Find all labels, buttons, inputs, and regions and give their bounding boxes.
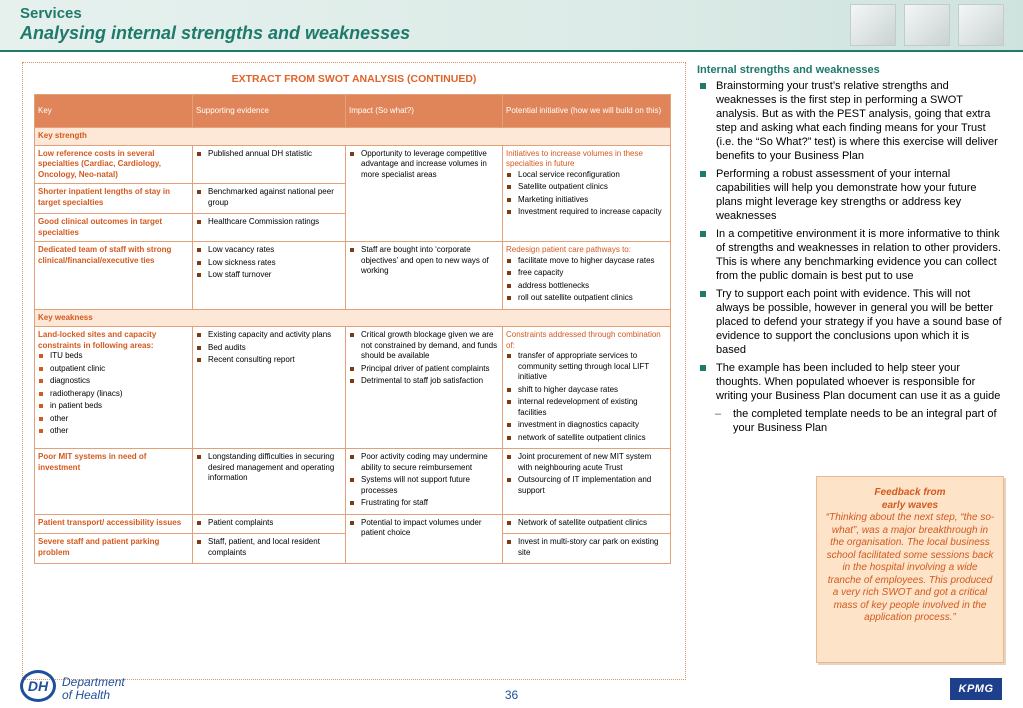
strength-impact [346, 145, 503, 242]
list-item: Longstanding difficulties in securing desired management and operating information [196, 452, 342, 484]
feedback-callout [816, 476, 1004, 663]
guidance-bullet: Performing a robust assessment of your internal capabilities will help you demonstrate how your future plans might leverage key strengths or address key weaknesses [697, 167, 1002, 223]
list-item: Healthcare Commission ratings [196, 217, 342, 228]
weakness-evidence [193, 514, 346, 534]
guidance-sub-bullet [697, 407, 1002, 435]
list-item: investment in diagnostics capacity [506, 420, 667, 431]
list-item: Satellite outpatient clinics [506, 182, 667, 193]
weakness-impact [346, 514, 503, 564]
list-item: Patient complaints [196, 518, 342, 529]
table-header-row [35, 95, 671, 128]
header-photo-1 [850, 4, 896, 46]
list-item: diagnostics [38, 376, 189, 387]
list-item: Published annual DH statistic [196, 149, 342, 160]
strength-initiative [503, 145, 671, 242]
strength-key: Low reference costs in several specialties (Cardiac, Cardiology, Oncology, Neo-natal) [35, 145, 193, 184]
dash-marker: – [715, 408, 722, 420]
list-item: Invest in multi-story car park on existing site [506, 537, 667, 558]
list-item: Poor activity coding may undermine ability to secure reimbursement [349, 452, 499, 473]
weakness-evidence [193, 534, 346, 564]
list-item: Low vacancy rates [196, 245, 342, 256]
list-item: address bottlenecks [506, 281, 667, 292]
list-item: ITU beds [38, 351, 189, 362]
list-item: in patient beds [38, 401, 189, 412]
kpmg-logo: KPMG [950, 678, 1002, 700]
list-item: Principal driver of patient complaints [349, 364, 499, 375]
strength-evidence [193, 214, 346, 242]
list-item: Joint procurement of new MIT system with neighbouring acute Trust [506, 452, 667, 473]
header-band [0, 0, 1023, 50]
section-label-strength: Key strength [35, 128, 671, 146]
swot-table [34, 94, 671, 564]
guidance-bullet [697, 361, 1002, 403]
list-item: free capacity [506, 268, 667, 279]
strength-key: Good clinical outcomes in target specialties [35, 214, 193, 242]
list-item: Network of satellite outpatient clinics [506, 518, 667, 529]
table-row [35, 449, 671, 515]
section-row-strength [35, 128, 671, 146]
list-item: transfer of appropriate services to community setting through local LIFT initiative [506, 351, 667, 383]
dh-wordmark-line1: Department [62, 675, 125, 689]
guidance-sub-bullet-text: the completed template needs to be an integral part of your Business Plan [733, 408, 997, 434]
strength-key: Dedicated team of staff with strong clinical/financial/executive ties [35, 242, 193, 310]
initiative-heading: Redesign patient care pathways to: [506, 245, 631, 254]
feedback-quote: “Thinking about the next step, “the so-what”, was a major breakthrough in the organisation. The local business school facilitated some sessions back in the hospital involving a wide tranche of employees. This produced a very rich SWOT and got a critical mass of key people involved in the application process.” [825, 512, 995, 623]
list-item: Local service reconfiguration [506, 170, 667, 181]
list-item: internal redevelopment of existing facilities [506, 397, 667, 418]
list-item: Marketing initiatives [506, 195, 667, 206]
list-item: Low sickness rates [196, 258, 342, 269]
guidance-bullet: Brainstorming your trust’s relative strengths and weaknesses is the first step in performing a SWOT analysis. But as with the PEST analysis, going that extra step and asking what each finding means for your Trust (i.e. the “So What?” test) is where this exercise will deliver benefits to your Business Plan [697, 79, 1002, 163]
guidance-bullet: Try to support each point with evidence. This will not always be possible, however in general you will be better placed to defend your strategy if you have a sound base of evidence to support the conclusions upon which it is based [697, 287, 1002, 357]
section-label: Services [20, 5, 82, 22]
weakness-impact [346, 449, 503, 515]
strength-evidence [193, 145, 346, 184]
weakness-evidence [193, 327, 346, 449]
list-item: Staff are bought into ‘corporate objectives’ and open to new ways of working [349, 245, 499, 277]
list-item: Detrimental to staff job satisfaction [349, 376, 499, 387]
list-item: Opportunity to leverage competitive advantage and increase volumes in more specialist areas [349, 149, 499, 181]
list-item: Frustrating for staff [349, 498, 499, 509]
dh-wordmark-line2: of Health [62, 688, 111, 702]
section-label-weakness: Key weakness [35, 309, 671, 327]
weakness-initiative [503, 327, 671, 449]
list-item: Recent consulting report [196, 355, 342, 366]
table-row [35, 145, 671, 184]
header-divider [0, 50, 1023, 52]
initiative-heading: Initiatives to increase volumes in these specialties in future [506, 148, 643, 168]
list-item: Benchmarked against national peer group [196, 187, 342, 208]
weakness-initiative [503, 534, 671, 564]
list-item: Systems will not support future processes [349, 475, 499, 496]
weakness-key-title: Land-locked sites and capacity constraints in following areas: [38, 330, 157, 350]
feedback-heading [817, 487, 1003, 512]
strength-impact [346, 242, 503, 310]
feedback-heading-line2: early waves [881, 499, 939, 511]
weakness-key: Poor MIT systems in need of investment [35, 449, 193, 515]
weakness-key: Severe staff and patient parking problem [35, 534, 193, 564]
list-item: Potential to impact volumes under patient choice [349, 518, 499, 539]
list-item: network of satellite outpatient clinics [506, 433, 667, 444]
header-photo-3 [958, 4, 1004, 46]
guidance-bullet-text: The example has been included to help steer your thoughts. When populated whoever is responsible for writing your Business Plan document can use it as a guide [716, 362, 1001, 402]
table-row [35, 514, 671, 534]
section-row-weakness [35, 309, 671, 327]
page-number: 36 [504, 688, 519, 702]
list-item: outpatient clinic [38, 364, 189, 375]
list-item: Investment required to increase capacity [506, 207, 667, 218]
page-title: Analysing internal strengths and weaknesses [20, 23, 411, 43]
list-item: Critical growth blockage given we are not constrained by demand, and funds should be available [349, 330, 499, 362]
guidance-bullet: In a competitive environment it is more informative to think of strengths and weaknesses in relation to other providers. This is where any benchmarking evidence you can collect from the public domain is best put to use [697, 227, 1002, 283]
list-item: radiotherapy (linacs) [38, 389, 189, 400]
table-row [35, 327, 671, 449]
list-item: Bed audits [196, 343, 342, 354]
initiative-heading: Constraints addressed through combination of: [506, 330, 661, 350]
weakness-initiative [503, 449, 671, 515]
column-header-initiative: Potential initiative (how we will build on this) [503, 95, 671, 128]
header-photo-2 [904, 4, 950, 46]
column-header-evidence: Supporting evidence [193, 95, 346, 128]
list-item: Low staff turnover [196, 270, 342, 281]
list-item: Outsourcing of IT implementation and support [506, 475, 667, 496]
strength-initiative [503, 242, 671, 310]
list-item: Existing capacity and activity plans [196, 330, 342, 341]
swot-panel [22, 62, 686, 680]
column-header-impact: Impact (So what?) [346, 95, 503, 128]
list-item: shift to higher daycase rates [506, 385, 667, 396]
dh-mark: DH [20, 670, 56, 702]
weakness-impact [346, 327, 503, 449]
weakness-evidence [193, 449, 346, 515]
weakness-initiative [503, 514, 671, 534]
guidance-heading: Internal strengths and weaknesses [697, 64, 880, 76]
weakness-key [35, 327, 193, 449]
feedback-heading-line1: Feedback from [874, 487, 946, 498]
table-row [35, 242, 671, 310]
list-item: roll out satellite outpatient clinics [506, 293, 667, 304]
strength-evidence [193, 242, 346, 310]
list-item: Staff, patient, and local resident complaints [196, 537, 342, 558]
weakness-key: Patient transport/ accessibility issues [35, 514, 193, 534]
swot-panel-title: EXTRACT FROM SWOT ANALYSIS (CONTINUED) [231, 73, 477, 85]
strength-key: Shorter inpatient lengths of stay in target specialties [35, 184, 193, 214]
strength-evidence [193, 184, 346, 214]
guidance-text [697, 63, 1002, 435]
list-item: other [38, 426, 189, 437]
list-item: other [38, 414, 189, 425]
list-item: facilitate move to higher daycase rates [506, 256, 667, 267]
column-header-key: Key [35, 95, 193, 128]
